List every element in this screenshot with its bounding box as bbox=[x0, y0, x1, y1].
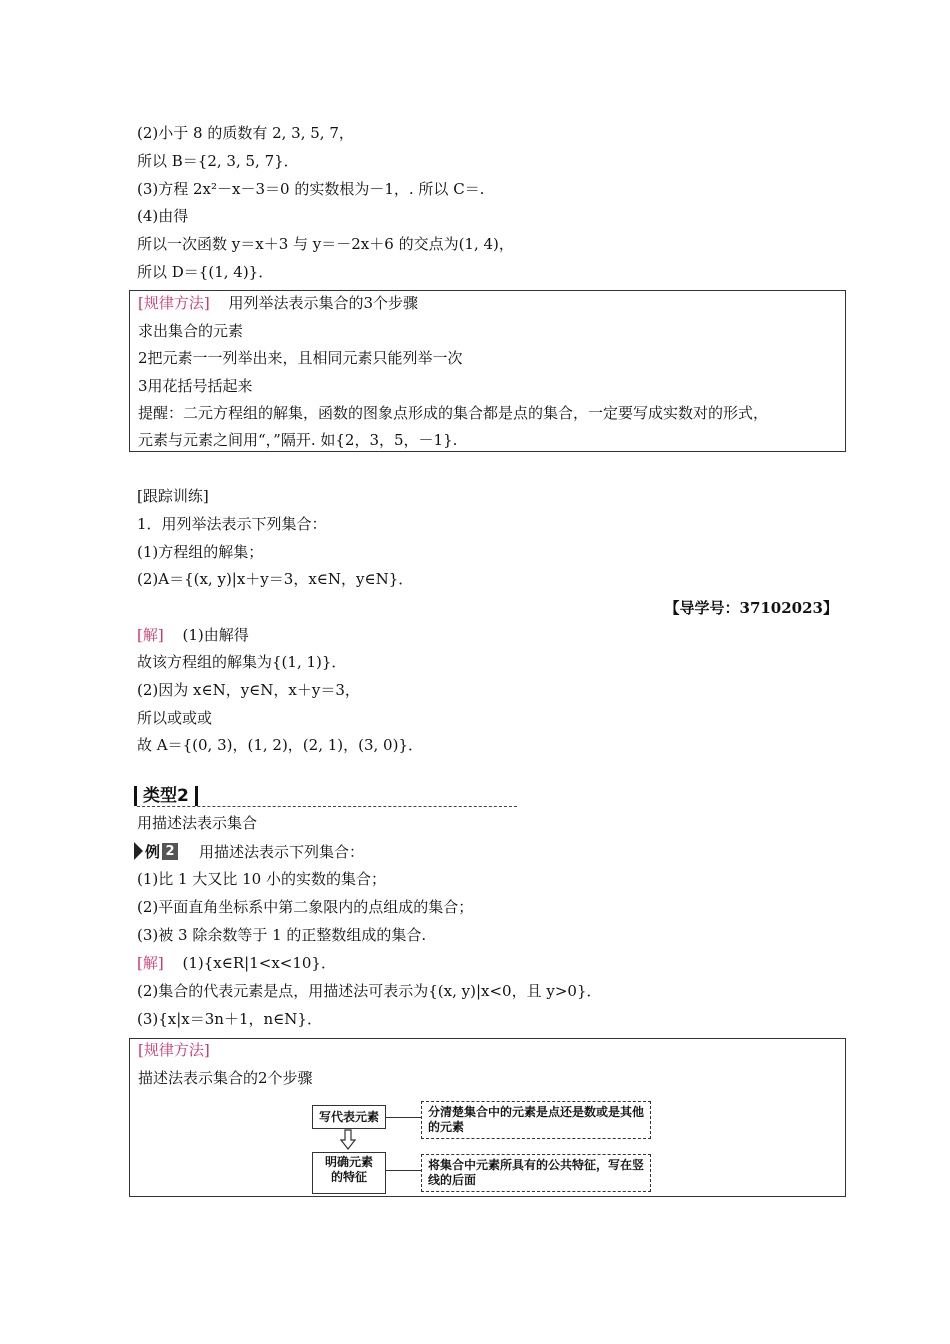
answer-line: (2)因为 x∈N，y∈N，x＋y＝3， bbox=[137, 681, 360, 699]
flow-step-write-element: 写代表元素 bbox=[312, 1105, 386, 1129]
method-step-3: 3用花括号括起来 bbox=[138, 377, 253, 395]
example-prompt: 用描述法表示下列集合： bbox=[199, 843, 365, 861]
answer-line: 故 A＝{(0, 3)，(1, 2)，(2, 1)，(3, 0)}． bbox=[137, 736, 423, 754]
flow-note-2: 将集合中元素所具有的公共特征，写在竖线的后面 bbox=[421, 1154, 651, 1192]
triangle-marker-icon bbox=[134, 842, 143, 860]
example-badge bbox=[134, 842, 178, 860]
method-tag: [规律方法] bbox=[138, 1041, 210, 1059]
connector-line bbox=[386, 1117, 421, 1118]
practice-question: 1．用列举法表示下列集合： bbox=[137, 515, 327, 533]
method-box-listing bbox=[129, 290, 846, 452]
section-type-label: 类型2 bbox=[134, 786, 198, 806]
example-number: 2 bbox=[162, 843, 178, 860]
answer-line: (3){x|x＝3n＋1，n∈N}． bbox=[137, 1010, 322, 1028]
example-question: (1)比 1 大又比 10 小的实数的集合； bbox=[137, 870, 386, 888]
answer-line: 所以或或或 bbox=[137, 709, 213, 727]
method-box-description bbox=[129, 1038, 846, 1197]
answer-tag: [解] bbox=[137, 626, 164, 644]
method-tip-line-2: 元素与元素之间用“，”隔开. 如{2，3，5，－1}. bbox=[138, 431, 458, 449]
connector-line bbox=[386, 1170, 421, 1171]
method-title: 用列举法表示集合的3个步骤 bbox=[228, 294, 419, 312]
guide-reference-number: 【导学号：37102023】 bbox=[664, 599, 838, 617]
practice-question-part: (1)方程组的解集； bbox=[137, 543, 264, 561]
answer-line: (1){x∈R|1<x<10}． bbox=[182, 954, 336, 972]
practice-question-part: (2)A＝{(x, y)|x＋y＝3，x∈N，y∈N}． bbox=[137, 570, 414, 588]
solution-line: (3)方程 2x²－x－3＝0 的实数根为－1，. 所以 C＝. bbox=[137, 180, 485, 198]
method-step-2: 2把元素一一列举出来，且相同元素只能列举一次 bbox=[138, 349, 463, 367]
flow-note-1: 分清楚集合中的元素是点还是数或是其他的元素 bbox=[421, 1101, 651, 1139]
solution-line: (4)由得 bbox=[137, 207, 189, 225]
solution-line: (2)小于 8 的质数有 2, 3, 5, 7， bbox=[137, 124, 354, 142]
down-arrow-icon bbox=[340, 1129, 356, 1151]
example-question: (2)平面直角坐标系中第二象限内的点组成的集合； bbox=[137, 898, 474, 916]
method-tip-line-1: 提醒：二元方程组的解集，函数的图象点形成的集合都是点的集合，一定要写成实数对的形式， bbox=[138, 404, 769, 422]
solution-line: 所以一次函数 y＝x＋3 与 y＝－2x＋6 的交点为(1, 4)， bbox=[137, 235, 514, 253]
flow-step-feature: 明确元素 的特征 bbox=[312, 1152, 386, 1194]
section-divider bbox=[137, 806, 517, 807]
answer-tag: [解] bbox=[137, 954, 164, 972]
answer-line: (2)集合的代表元素是点，用描述法可表示为{(x, y)|x<0，且 y>0}． bbox=[137, 982, 602, 1000]
answer-line: (1)由解得 bbox=[182, 626, 249, 644]
practice-heading: [跟踪训练] bbox=[137, 487, 209, 505]
section-subtitle: 用描述法表示集合 bbox=[137, 814, 258, 832]
example-label: 例 bbox=[145, 842, 161, 861]
method-step-1: 求出集合的元素 bbox=[138, 322, 244, 340]
method-title: 描述法表示集合的2个步骤 bbox=[138, 1069, 313, 1087]
solution-line: 所以 B＝{2, 3, 5, 7}． bbox=[137, 152, 299, 170]
example-question: (3)被 3 除余数等于 1 的正整数组成的集合. bbox=[137, 926, 427, 944]
method-tag: [规律方法] bbox=[138, 294, 210, 312]
solution-line: 所以 D＝{(1, 4)}． bbox=[137, 263, 274, 281]
answer-line: 故该方程组的解集为{(1, 1)}． bbox=[137, 653, 347, 671]
